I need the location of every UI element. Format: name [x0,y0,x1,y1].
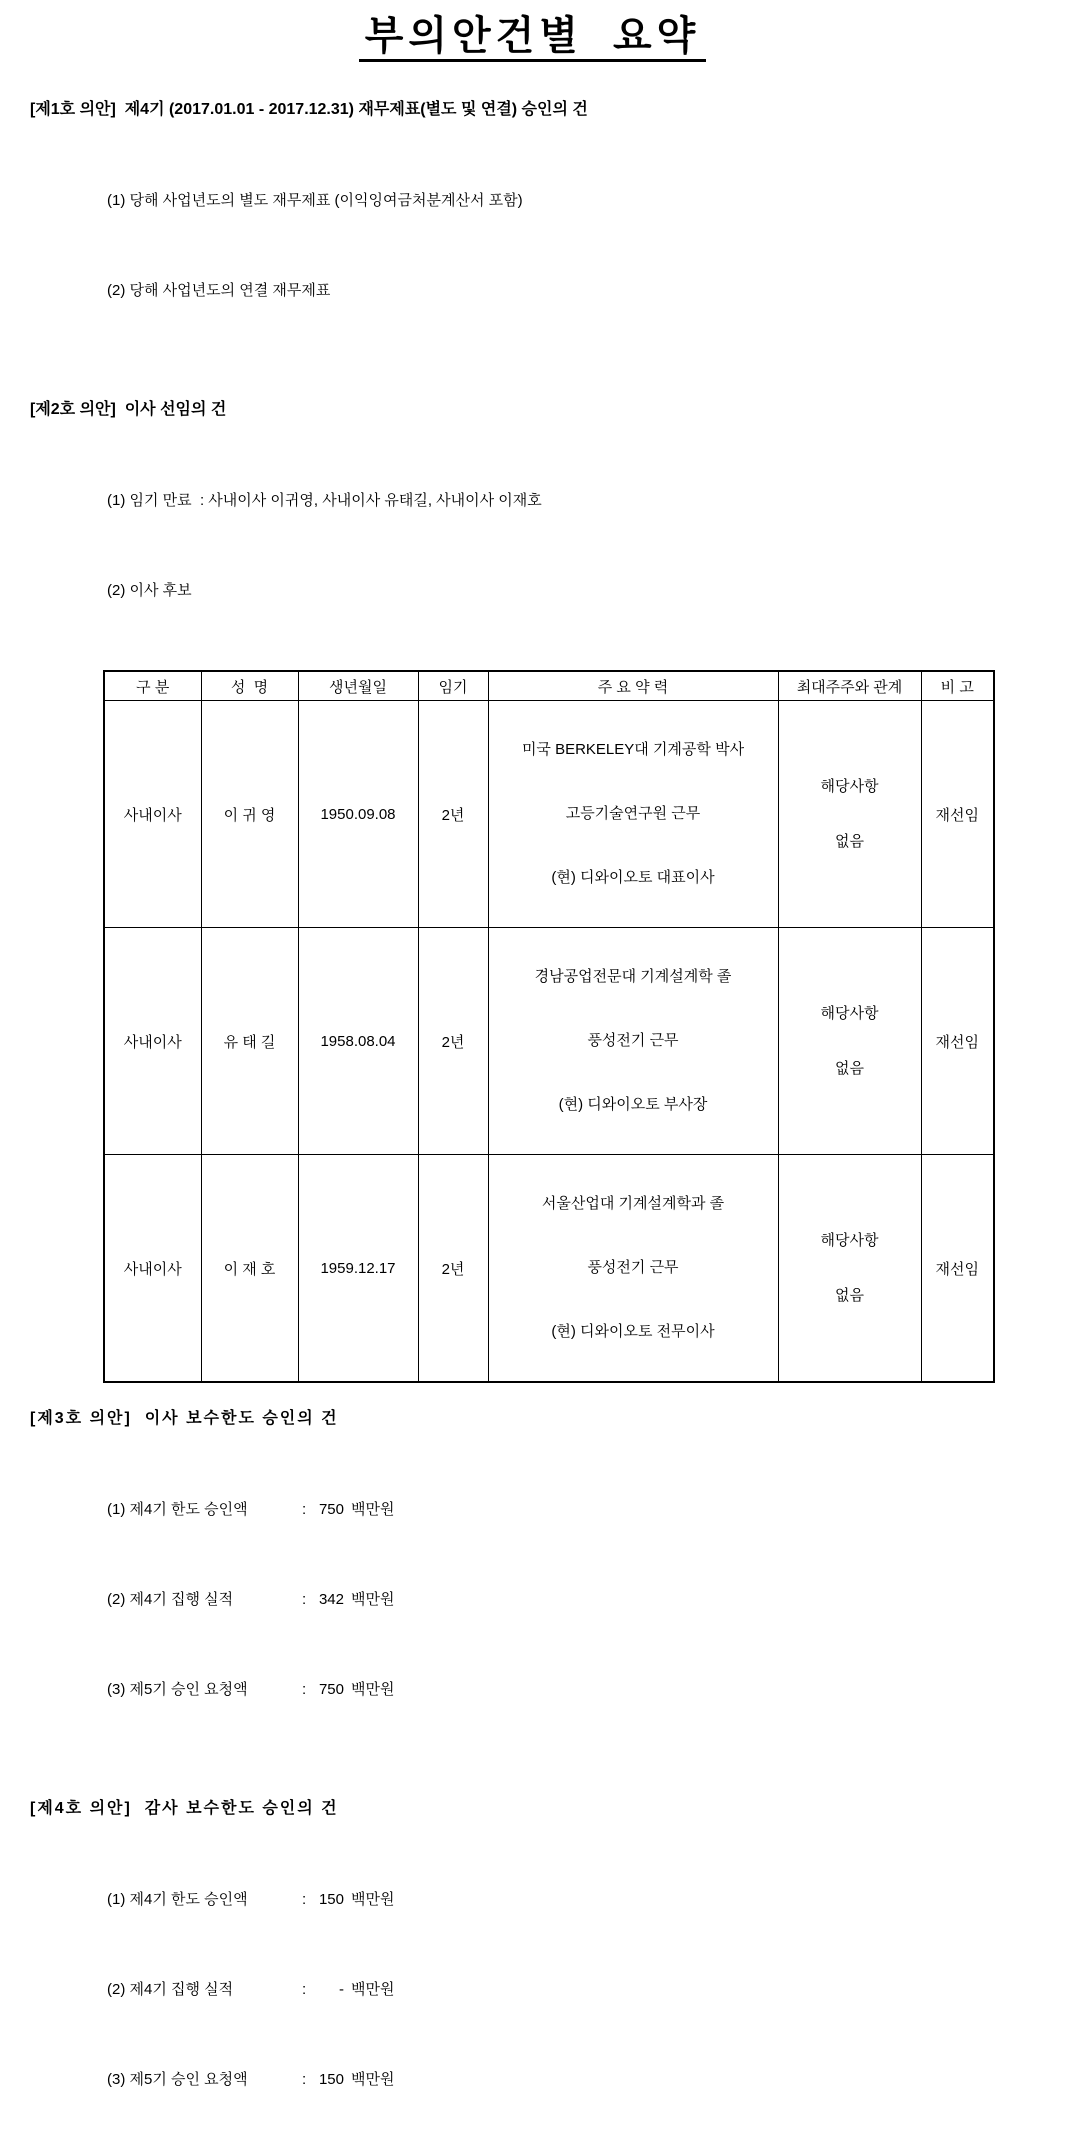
relation-line-1: 해당사항 [820,1232,879,1249]
cell-name: 이 재 호 [201,1155,298,1383]
cell-birth: 1958.08.04 [298,928,418,1155]
amount-unit: 백만원 [351,1981,395,1998]
cell-category: 사내이사 [104,928,201,1155]
amount-row [107,1885,1035,1915]
cell-category: 사내이사 [104,1155,201,1383]
agenda-3-header: [제3호 의안] 이사 보수한도 승인의 건 [30,1410,339,1427]
cell-career [488,928,778,1155]
director-candidates-table [103,670,995,1383]
agenda-1-item-1: (1) 당해 사업년도의 별도 재무제표 (이익잉여금처분계산서 포함) [107,192,523,209]
agenda-2-item-1: (1) 임기 만료 : 사내이사 이귀영, 사내이사 유태길, 사내이사 이재호 [107,492,542,509]
amount-value: 342 [318,1591,344,1608]
cell-relation [778,928,921,1155]
agenda-4-header: [제4호 의안] 감사 보수한도 승인의 건 [30,1800,339,1817]
agenda-2-header: [제2호 의안] 이사 선임의 건 [30,401,227,418]
table-header-row [104,671,994,701]
cell-relation [778,701,921,928]
relation-line-2: 없음 [835,1287,864,1304]
career-line-3: (현) 디와이오토 전무이사 [551,1323,715,1340]
col-header-relation: 최대주주와 관계 [778,671,921,701]
cell-career [488,1155,778,1383]
agenda-2-section [30,400,1035,1383]
amount-value: - [339,1981,344,1998]
career-line-1: 미국 BERKELEY대 기계공학 박사 [521,741,745,758]
amount-label: (3) 제5기 승인 요청액 [107,2071,248,2088]
amount-colon: : [302,2071,307,2088]
career-line-1: 경남공업전문대 기계설계학 졸 [534,968,732,985]
col-header-name: 성 명 [201,671,298,701]
amount-colon: : [302,1591,307,1608]
col-header-birth: 생년월일 [298,671,418,701]
agenda-1-section [30,100,1035,366]
amount-label: (1) 제4기 한도 승인액 [107,1891,248,1908]
amount-value: 750 [318,1501,344,1518]
amount-row [107,2065,1035,2095]
amount-value: 750 [318,1681,344,1698]
cell-note: 재선임 [921,701,994,928]
amount-unit: 백만원 [351,1501,395,1518]
agenda-2-items [107,426,1035,666]
col-header-note: 비 고 [921,671,994,701]
agenda-4-section [30,1799,1035,2155]
amount-label: (2) 제4기 집행 실적 [107,1591,234,1608]
cell-term: 2년 [418,928,488,1155]
col-header-term: 임기 [418,671,488,701]
amount-value: 150 [318,1891,344,1908]
table-row [104,1155,994,1383]
relation-line-1: 해당사항 [820,778,879,795]
career-line-2: 고등기술연구원 근무 [565,805,701,822]
agenda-2-item-2: (2) 이사 후보 [107,582,192,599]
col-header-category: 구 분 [104,671,201,701]
amount-row [107,1495,1035,1525]
cell-name: 유 태 길 [201,928,298,1155]
amount-colon: : [302,1891,307,1908]
cell-name: 이 귀 영 [201,701,298,928]
relation-line-1: 해당사항 [820,1005,879,1022]
amount-label: (1) 제4기 한도 승인액 [107,1501,248,1518]
col-header-career: 주 요 약 력 [488,671,778,701]
agenda-1-header: [제1호 의안] 제4기 (2017.01.01 - 2017.12.31) 재무제표(별도 및 연결) 승인의 건 [30,101,588,118]
amount-unit: 백만원 [351,1681,395,1698]
agenda-1-items [107,126,1035,366]
amount-colon: : [302,1501,307,1518]
table-row [104,701,994,928]
cell-career [488,701,778,928]
amount-row [107,1975,1035,2005]
title-wrap [30,14,1035,62]
page-title: 부의안건별 요약 [359,14,706,62]
cell-relation [778,1155,921,1383]
cell-term: 2년 [418,1155,488,1383]
cell-birth: 1950.09.08 [298,701,418,928]
cell-category: 사내이사 [104,701,201,928]
amount-label: (2) 제4기 집행 실적 [107,1981,234,1998]
agenda-1-item-2: (2) 당해 사업년도의 연결 재무제표 [107,282,331,299]
amount-colon: : [302,1981,307,1998]
amount-row [107,1585,1035,1615]
relation-line-2: 없음 [835,1060,864,1077]
cell-birth: 1959.12.17 [298,1155,418,1383]
amount-label: (3) 제5기 승인 요청액 [107,1681,248,1698]
agenda-3-items [107,1435,1035,1765]
cell-term: 2년 [418,701,488,928]
amount-unit: 백만원 [351,1891,395,1908]
career-line-3: (현) 디와이오토 부사장 [558,1096,708,1113]
amount-colon: : [302,1681,307,1698]
agenda-3-section [30,1409,1035,1765]
cell-note: 재선임 [921,928,994,1155]
amount-value: 150 [318,2071,344,2088]
agenda-4-items [107,1825,1035,2155]
cell-note: 재선임 [921,1155,994,1383]
career-line-1: 서울산업대 기계설계학과 졸 [541,1195,725,1212]
relation-line-2: 없음 [835,833,864,850]
amount-unit: 백만원 [351,1591,395,1608]
amount-row [107,1675,1035,1705]
table-row [104,928,994,1155]
amount-unit: 백만원 [351,2071,395,2088]
career-line-2: 풍성전기 근무 [587,1032,679,1049]
career-line-3: (현) 디와이오토 대표이사 [551,869,715,886]
career-line-2: 풍성전기 근무 [587,1259,679,1276]
